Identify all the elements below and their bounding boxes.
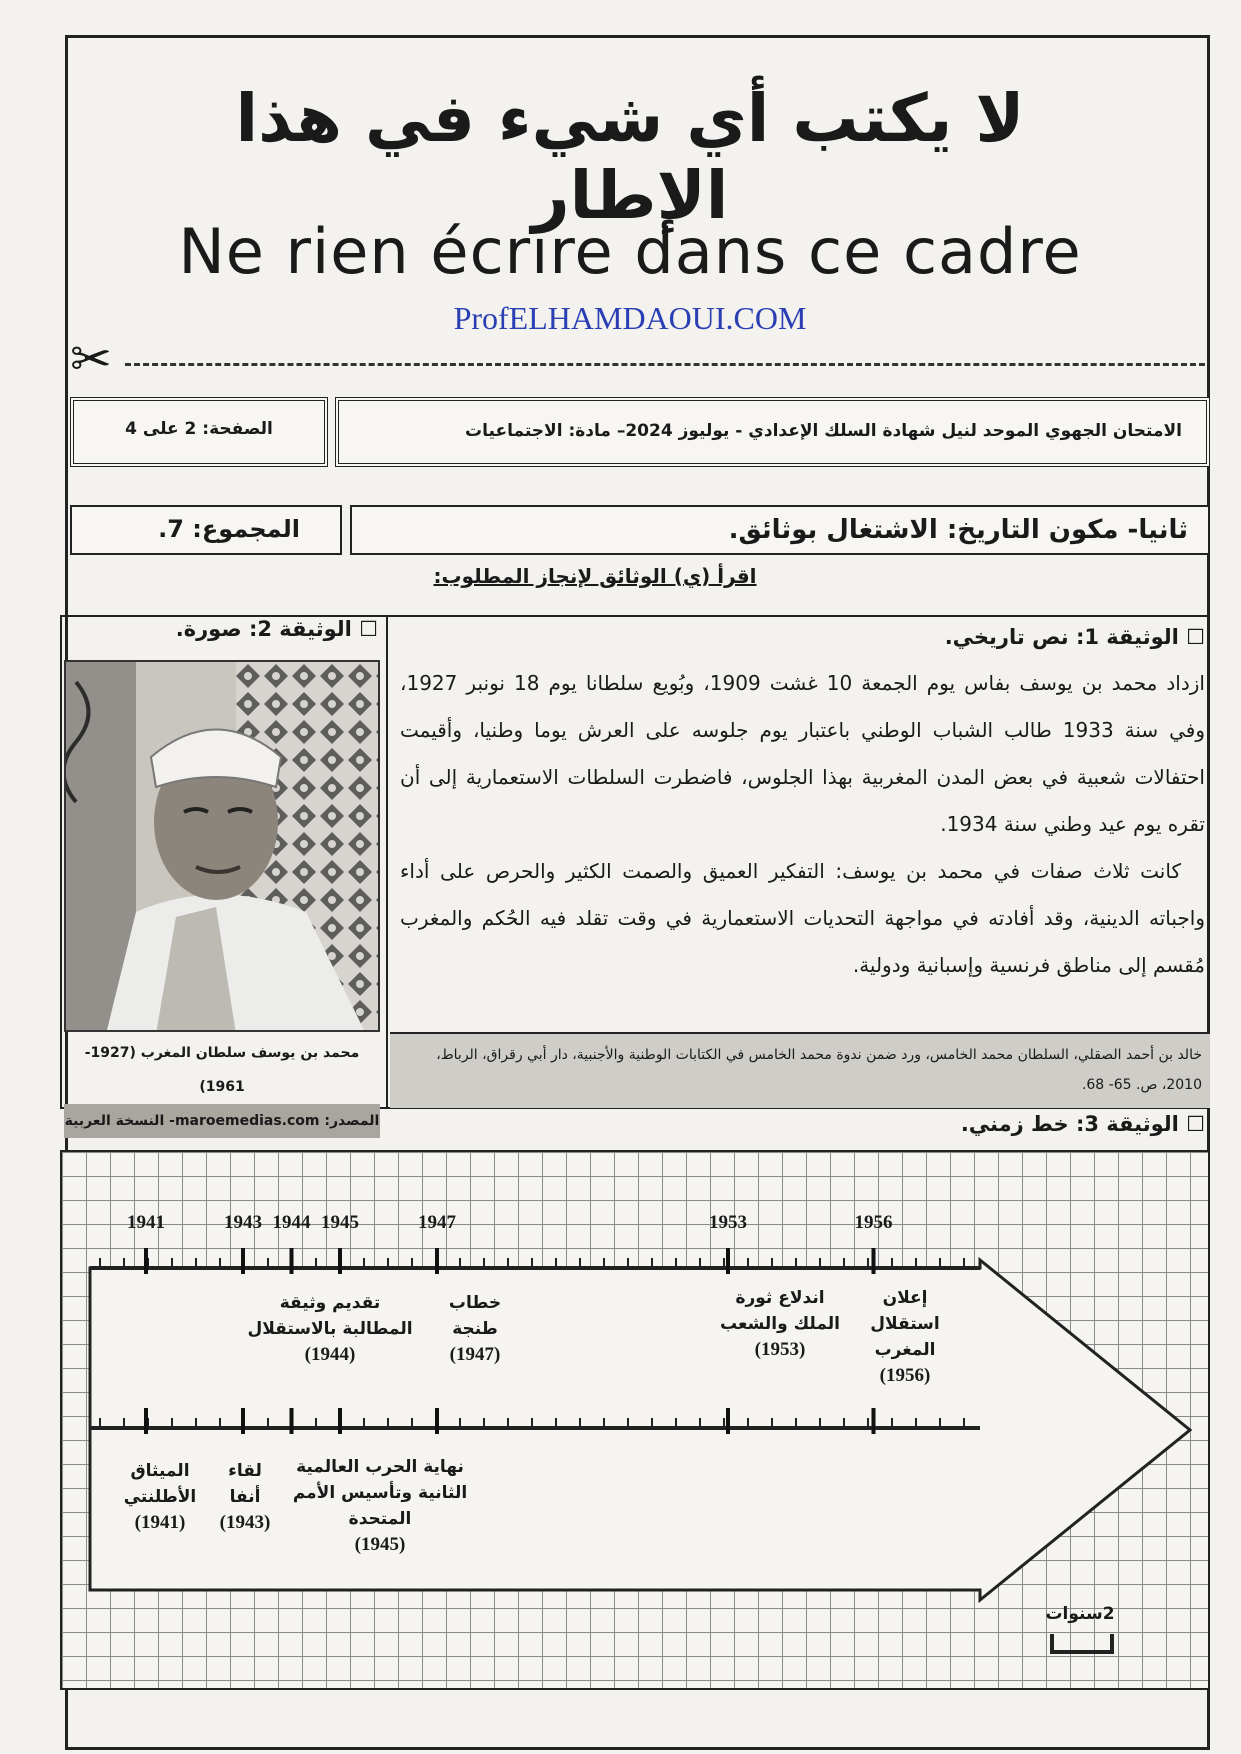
event-1956: إعلان استقلال المغرب (1956) — [870, 1288, 940, 1386]
doc1-title-text: الوثيقة 1: نص تاريخي. — [944, 625, 1179, 649]
website-watermark: ProfELHAMDAOUI.COM — [453, 300, 807, 336]
scale-label: 2سنوات — [1045, 1604, 1115, 1624]
exam-title: الامتحان الجهوي الموحد لنيل شهادة السلك الإعدادي - يوليوز 2024– مادة: الاجتماعيات — [465, 421, 1182, 441]
photo-source: المصدر: maroemedias.com- النسخة العربية — [64, 1104, 380, 1138]
year-label-1943: 1943 — [224, 1212, 262, 1233]
forbidden-heading-ar: لا يكتب أي شيء في هذا الإطار — [235, 80, 1025, 234]
year-label-1944: 1944 — [272, 1212, 311, 1233]
event-1947: خطاب طنجة (1947) — [448, 1293, 502, 1365]
event-1943: لقاء أنفا (1943) — [219, 1461, 271, 1533]
year-label-1941: 1941 — [127, 1212, 165, 1233]
checkbox-icon: ☐ — [1186, 625, 1205, 649]
doc1-paragraph-1: ازداد محمد بن يوسف بفاس يوم الجمعة 10 غشت 1909، وبُويع سلطانا يوم 18 نونبر 1927، وفي سنة 1933 طالب الشباب الوطني باعتبار يوم جلوسه على العرش يوما وطنيا، وأقيمت احتفالات شعبية في بعض المدن المغربية بهذا الجلوس، فاضطرت السلطات الاستعمارية إلى أن تقره يوم عيد وطني سنة 1934. — [400, 671, 1206, 836]
total-score: المجموع: 7. — [158, 515, 300, 543]
scale-bracket — [1052, 1634, 1112, 1652]
doc1-source: خالد بن أحمد الصقلي، السلطان محمد الخامس، ورد ضمن ندوة محمد الخامس في الكتابات الوطنية والأجنبية، دار أبي رقراق، الرباط، 2010، ص. 65- 68. — [390, 1032, 1210, 1108]
event-1945: نهاية الحرب العالمية الثانية وتأسيس الأمم المتحدة (1945) — [292, 1457, 468, 1555]
scissors-icon: ✂ — [70, 330, 112, 388]
instruction: اقرأ (ي) الوثائق لإنجاز المطلوب: — [433, 564, 757, 588]
year-label-1956: 1956 — [854, 1212, 893, 1233]
page-indicator: الصفحة: 2 على 4 — [125, 419, 273, 439]
doc1-paragraph-2: كانت ثلاث صفات في محمد بن يوسف: التفكير العميق والصمت الكثير والحرص على أداء واجباته الدينية، وقد أفادته في مواجهة التحديات الاستعمارية في وقت تقلد فيه الحُكم والمغرب مُقسم إلى مناطق فرنسية وإسبانية ودولية. — [400, 859, 1205, 977]
event-1944: تقديم وثيقة المطالبة بالاستقلال (1944) — [247, 1293, 413, 1365]
photo-caption: محمد بن يوسف سلطان المغرب (1927-1961) — [84, 1045, 360, 1095]
doc3-title-text: الوثيقة 3: خط زمني. — [960, 1112, 1179, 1136]
section-title: ثانيا- مكون التاريخ: الاشتغال بوثائق. — [728, 515, 1188, 545]
doc2-title-text: الوثيقة 2: صورة. — [175, 617, 352, 641]
forbidden-heading-fr: Ne rien écrire dans ce cadre — [178, 215, 1082, 288]
checkbox-icon: ☐ — [359, 617, 378, 641]
event-1941: الميثاق الأطلنتي (1941) — [123, 1461, 197, 1533]
year-label-1947: 1947 — [418, 1212, 456, 1233]
year-label-1953: 1953 — [709, 1212, 747, 1233]
year-label-1945: 1945 — [321, 1212, 359, 1233]
event-1953: اندلاع ثورة الملك والشعب (1953) — [720, 1288, 840, 1360]
checkbox-icon: ☐ — [1186, 1112, 1205, 1136]
